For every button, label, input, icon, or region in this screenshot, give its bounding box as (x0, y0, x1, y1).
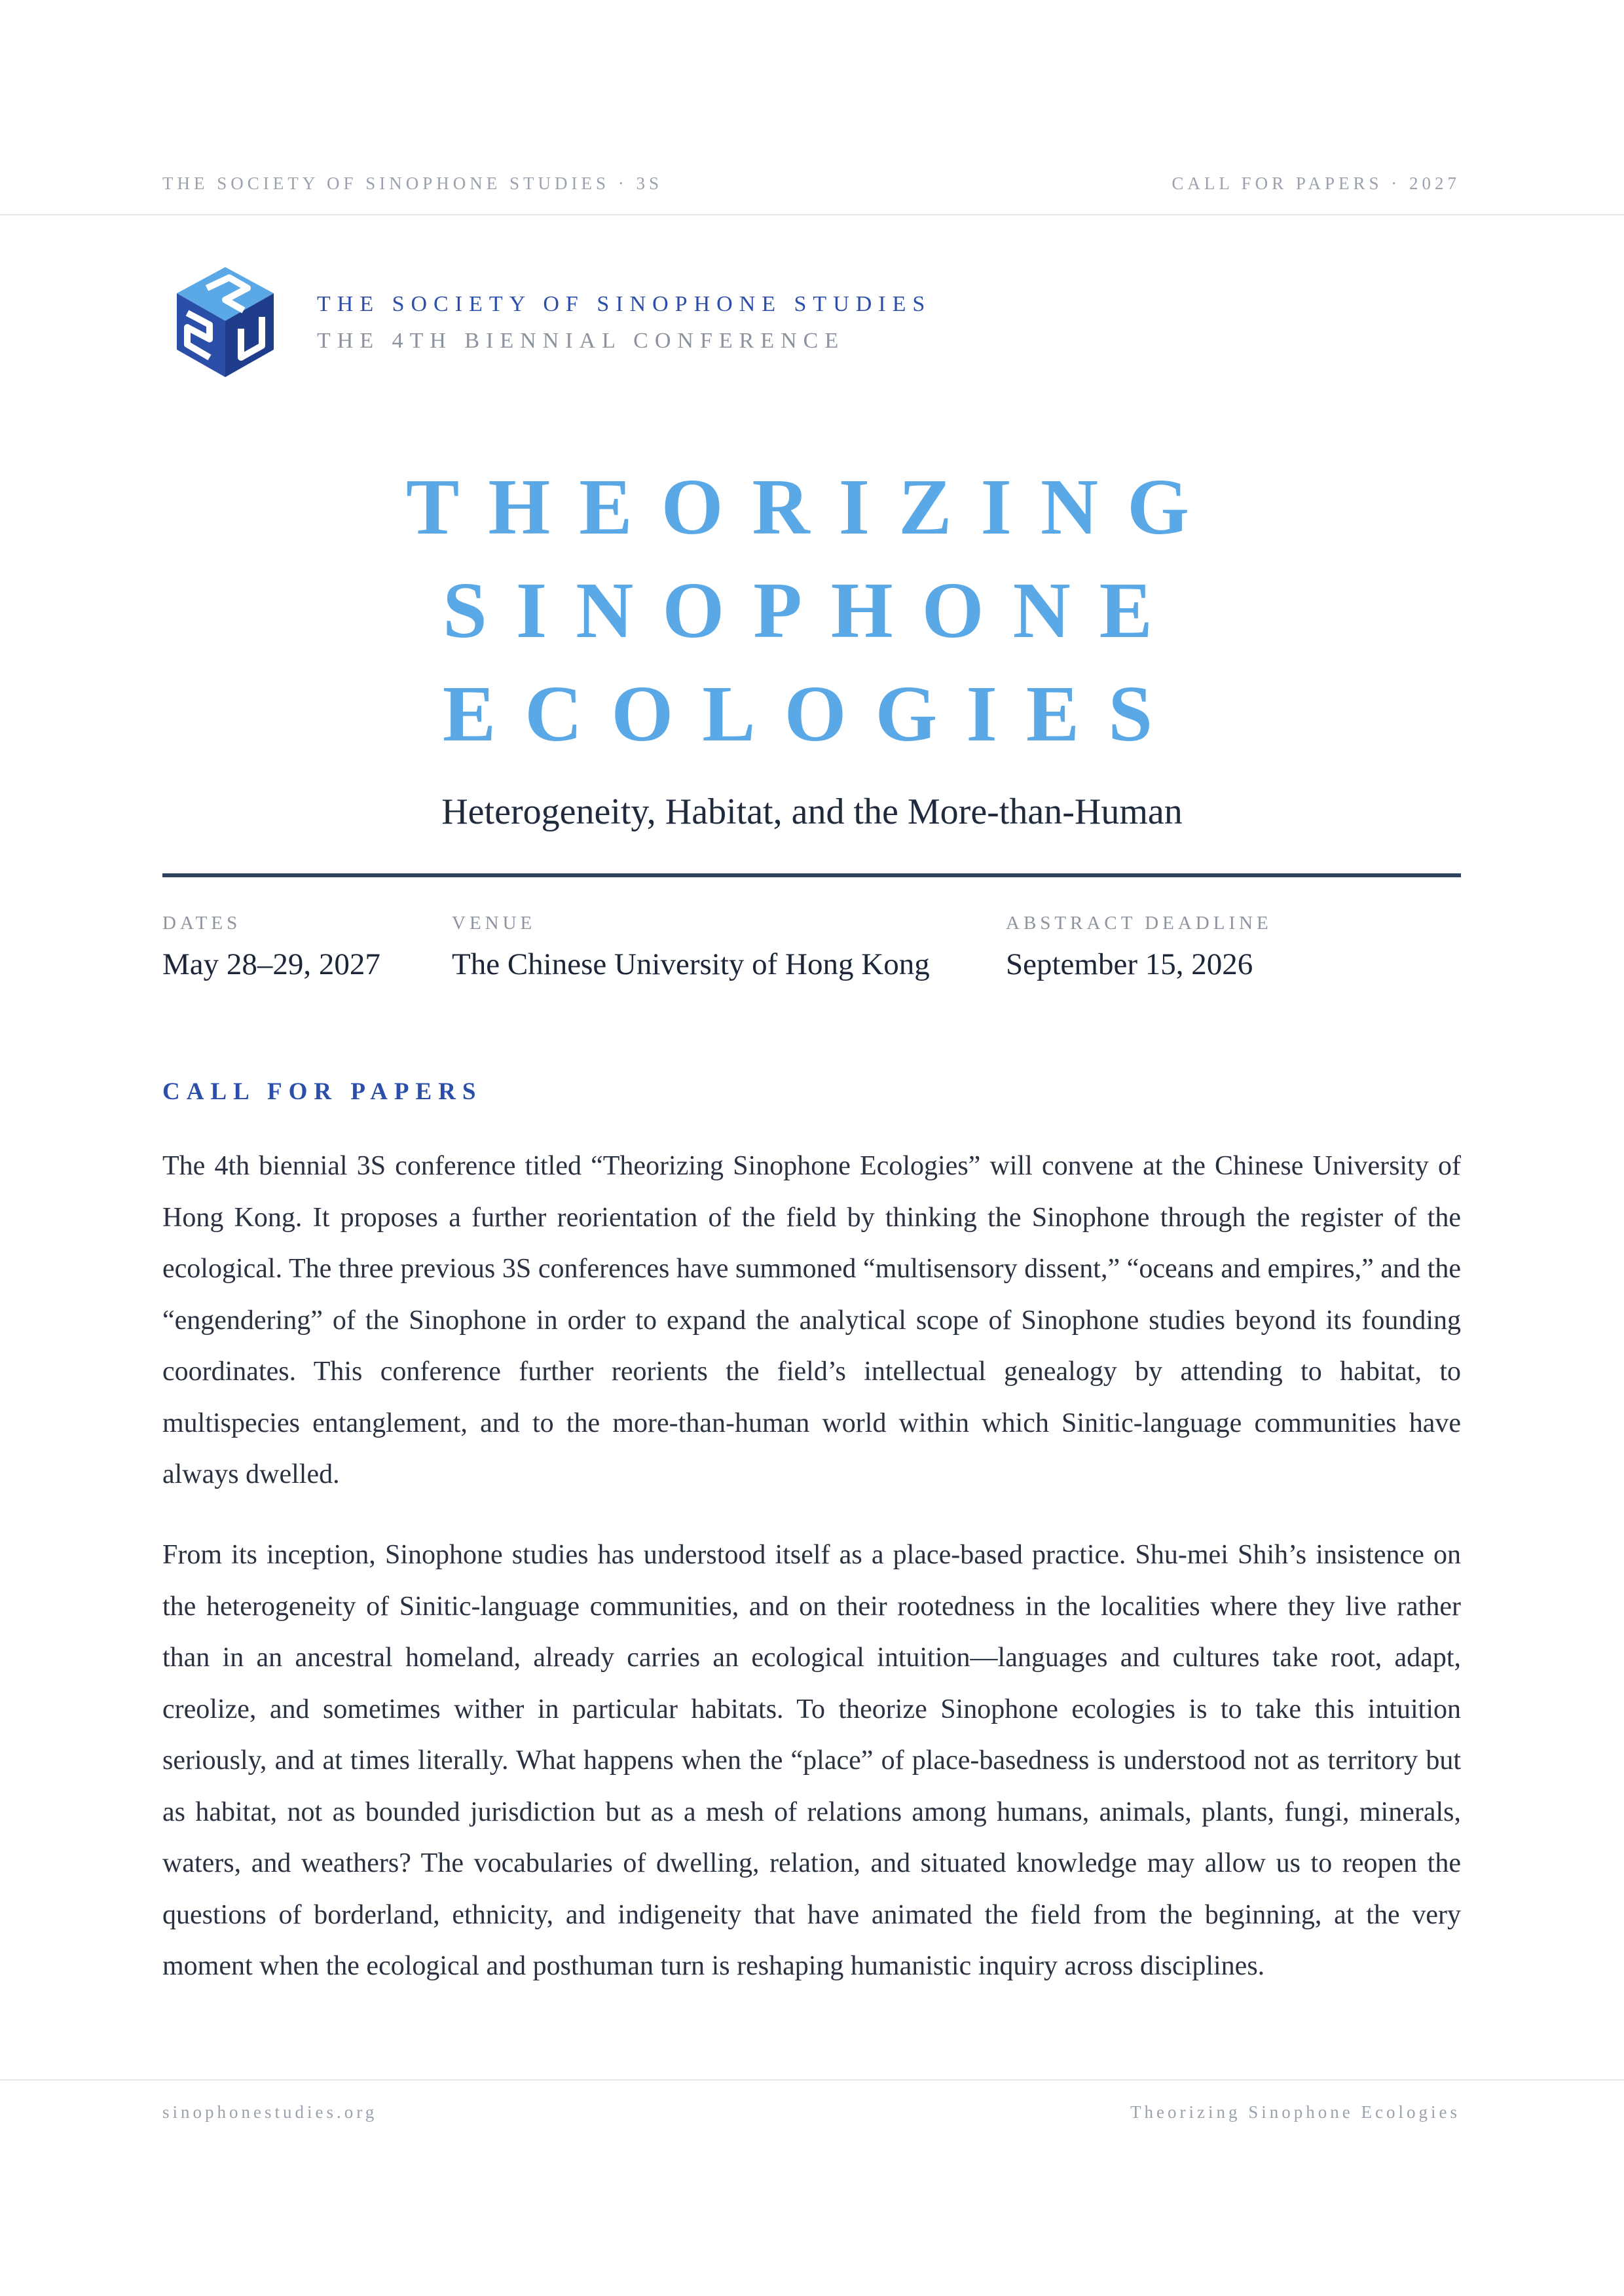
footer-divider (0, 2079, 1624, 2081)
venue-label: VENUE (452, 913, 536, 934)
org-subtitle: THE 4TH BIENNIAL CONFERENCE (317, 329, 845, 353)
body-paragraph-1: The 4th biennial 3S conference titled “Theorizing Sinophone Ecologies” will convene at the Chinese University of Hong Kong. It proposes a further reorientation of the field by thinking the Sinophone through the register of the ecological. The three previous 3S conferences have summoned “multisensory dissent,” “oceans and empires,” and the “engendering” of the Sinophone in order to expand the analytical scope of Sinophone studies beyond its founding coordinates. This conference further reorients the field’s intellectual genealogy by attending to habitat, to multispecies entanglement, and to the more-than-human world within which Sinitic-language communities have always dwelled. (162, 1151, 1461, 1489)
main-title-line-3: ECOLOGIES (442, 670, 1182, 758)
main-subtitle: Heterogeneity, Habitat, and the More-than-Human (441, 792, 1183, 832)
footer-website: sinophonestudies.org (162, 2102, 378, 2122)
page-header (0, 0, 1624, 215)
venue-value: The Chinese University of Hong Kong (452, 947, 930, 981)
dates-label: DATES (162, 913, 242, 934)
org-name: THE SOCIETY OF SINOPHONE STUDIES (317, 292, 932, 316)
dates-value: May 28–29, 2027 (162, 947, 380, 981)
body-paragraph-2: From its inception, Sinophone studies has understood itself as a place-based practice. Shu-mei Shih’s insistence on the heterogeneity of Sinitic-language communities, and on their rootedness in the localities where they live rather than in an ancestral homeland, already carries an ecological intuition—languages and cultures take root, adapt, creolize, and sometimes wither in particular habitats. To theorize Sinophone ecologies is to take this intuition seriously, and at times literally. What happens when the “place” of place-basedness is understood not as territory but as habitat, not as bounded jurisdiction but as a mesh of relations among humans, animals, plants, fungi, minerals, waters, and weathers? The vocabularies of dwelling, relation, and situated knowledge may allow us to reopen the questions of borderland, ethnicity, and indigeneity that have animated the field from the beginning, at the very moment when the ecological and posthuman turn is reshaping humanistic inquiry across disciplines. (162, 1540, 1461, 1981)
main-title-line-2: SINOPHONE (442, 566, 1182, 655)
header-left-text: THE SOCIETY OF SINOPHONE STUDIES · 3S (162, 173, 663, 193)
deadline-label: ABSTRACT DEADLINE (1006, 913, 1272, 934)
main-title-line-1: THEORIZING (406, 463, 1218, 551)
3s-logo-icon (169, 262, 282, 381)
call-for-papers-heading: CALL FOR PAPERS (162, 1078, 483, 1105)
deadline-value: September 15, 2026 (1006, 947, 1253, 981)
footer-title: Theorizing Sinophone Ecologies (1130, 2102, 1460, 2122)
title-divider (162, 873, 1461, 877)
header-right-text: CALL FOR PAPERS · 2027 (1172, 173, 1460, 193)
